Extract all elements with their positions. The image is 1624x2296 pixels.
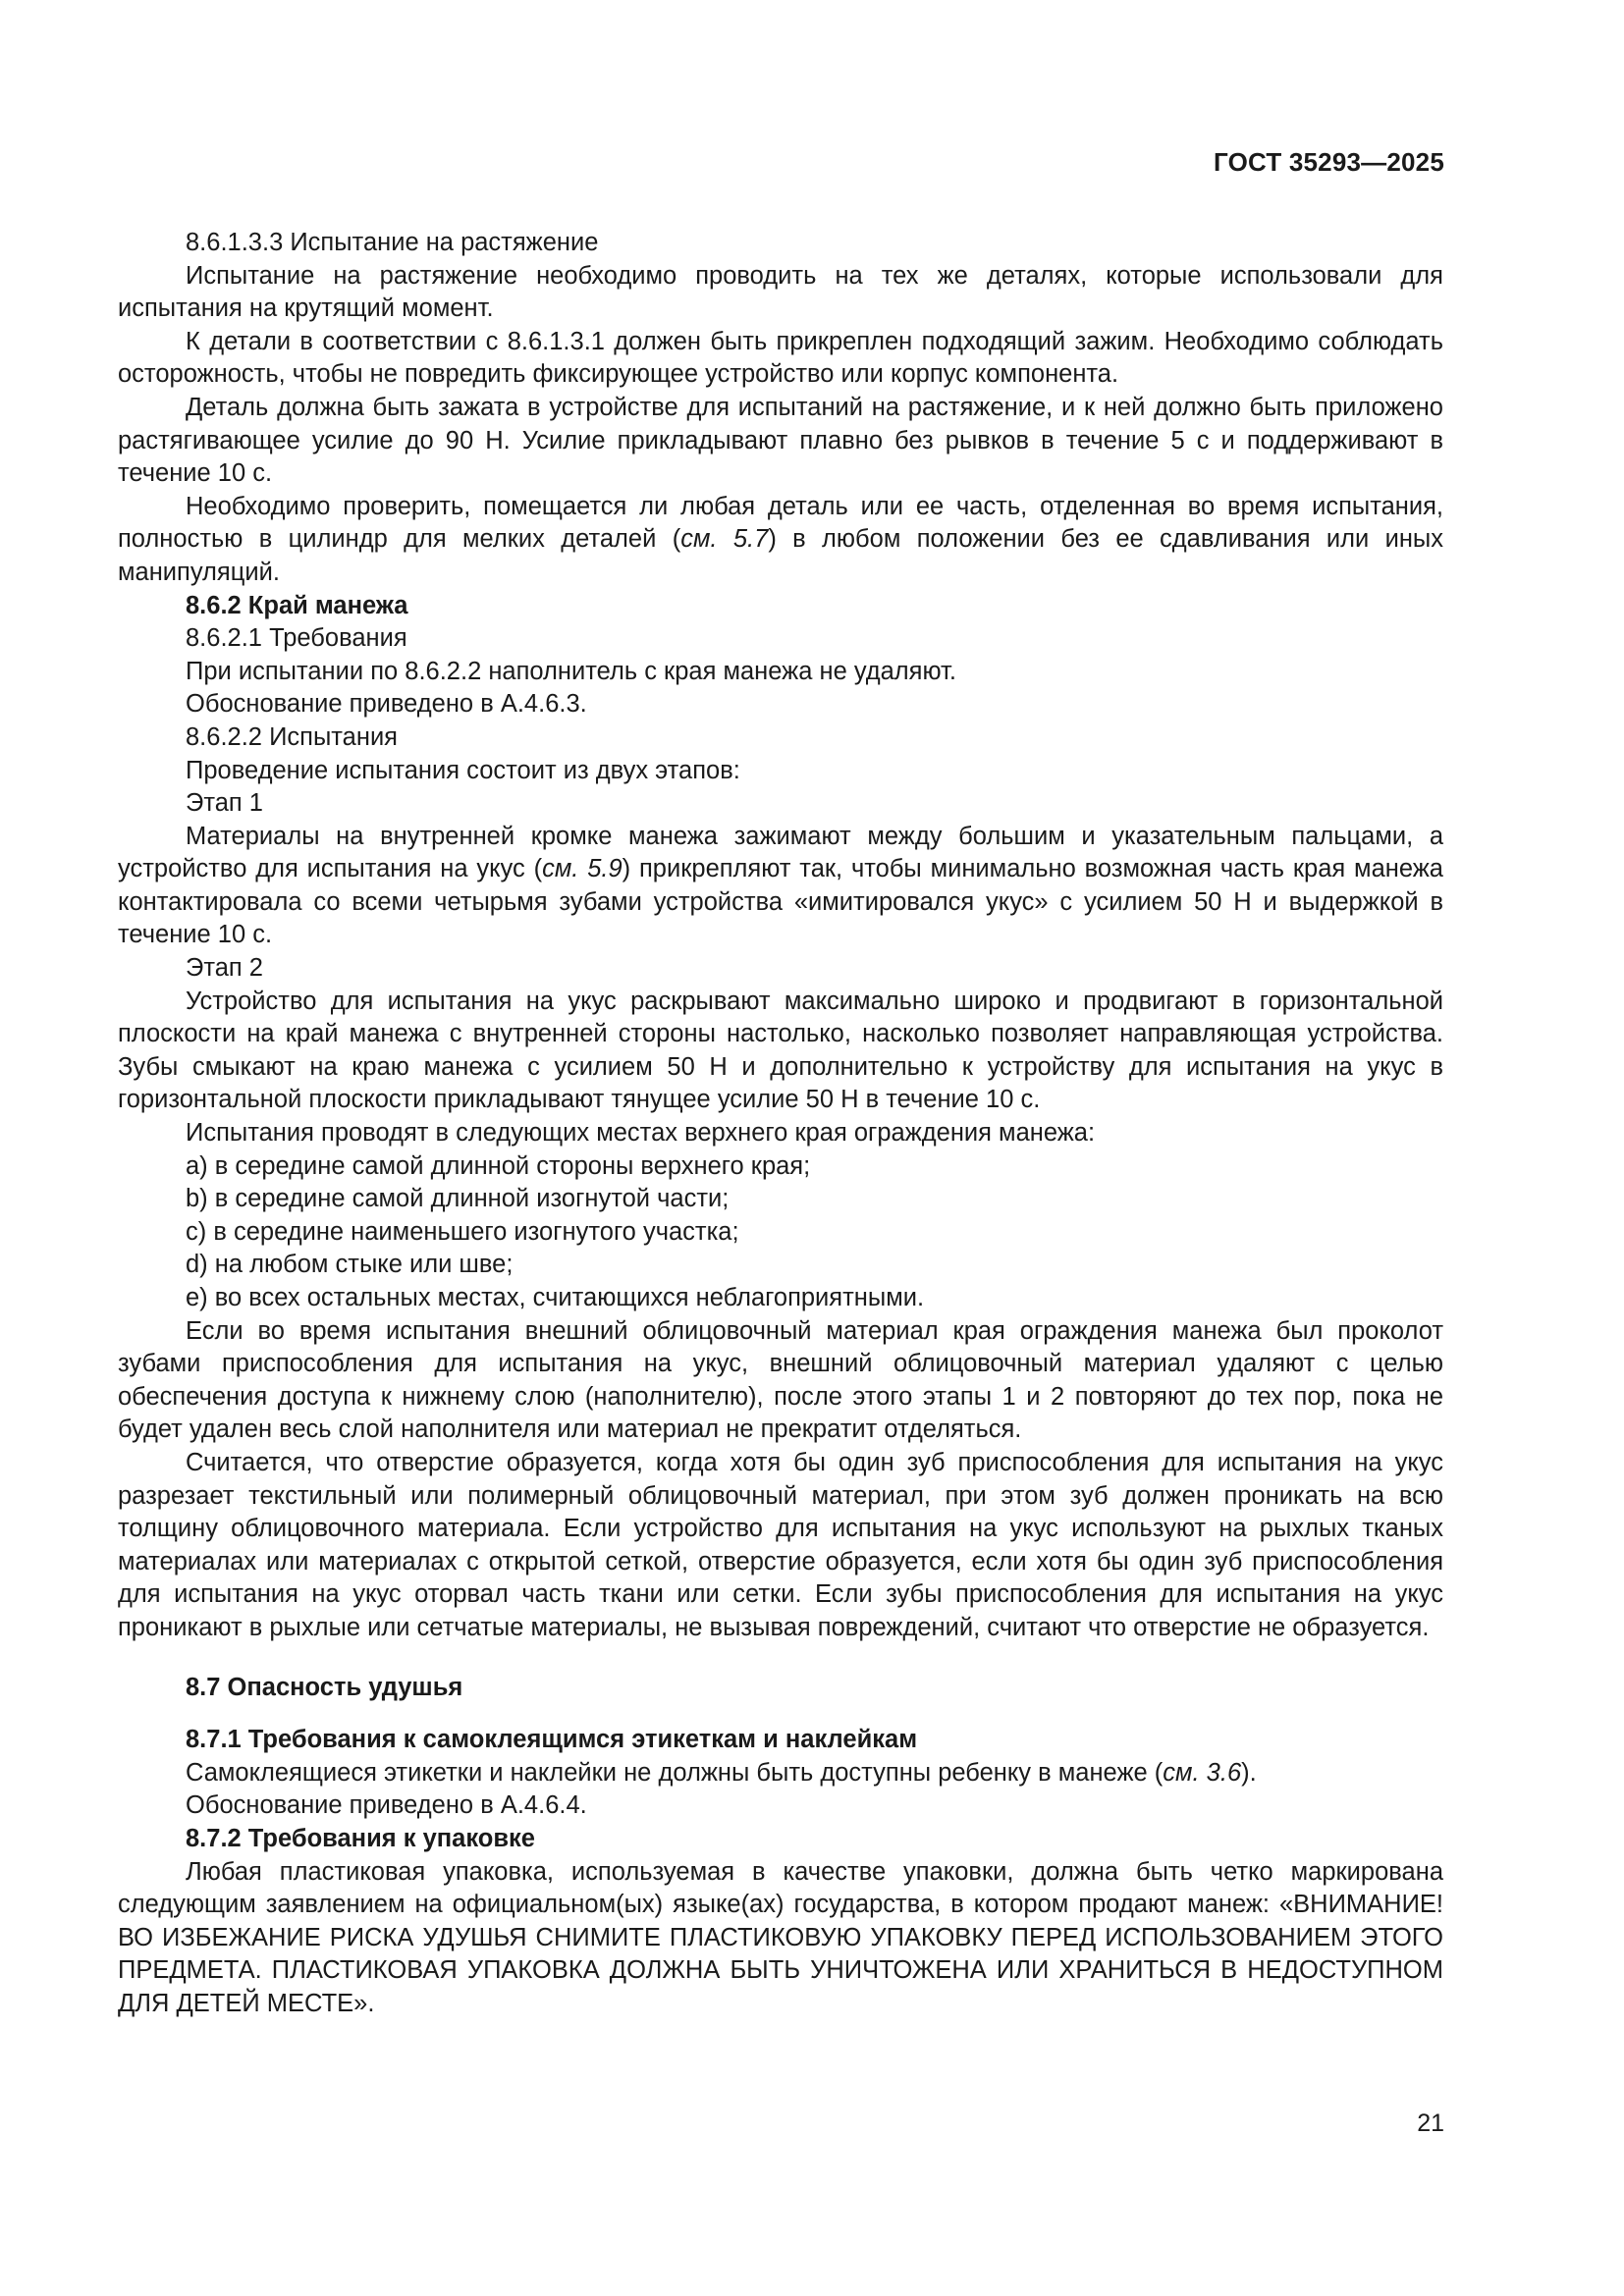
paragraph: Деталь должна быть зажата в устройстве для испытаний на растяжение, и к ней должно быть приложено растягивающее усилие до 90 Н. Усилие прикладывают плавно без рывков в течение 5 с и поддерживают в течение 10 с. [118,393,1443,488]
subsection-title-8-7-2: 8.7.2 Требования к упаковке [186,1824,535,1852]
paragraph-text: Необходимо проверить, помещается ли любая деталь или ее часть, отделенная во время испытания, полностью в цилиндр для мелких деталей ( [118,492,1443,554]
paragraph: Обоснование приведено в А.4.6.4. [186,1791,587,1820]
document-body [118,227,1443,2020]
subsection-title-8-6-2-2: 8.6.2.2 Испытания [186,722,398,751]
paragraph: Проведение испытания состоит из двух этапов: [186,756,740,784]
cross-reference: см. 5.9 [542,855,623,883]
paragraph: При испытании по 8.6.2.2 наполнитель с края манежа не удаляют. [186,657,956,685]
paragraph-text: Самоклеящиеся этикетки и наклейки не должны быть доступны ребенку в манеже ( [186,1758,1164,1787]
paragraph-text: ) в любом положении без ее сдавливания или иных манипуляций. [118,525,1443,586]
document-code-header: ГОСТ 35293—2025 [1214,147,1444,177]
paragraph: К детали в соответствии с 8.6.1.3.1 должен быть прикреплен подходящий зажим. Необходимо соблюдать осторожность, чтобы не повредить фиксирующее устройство или корпус компонента. [118,327,1443,389]
paragraph-text: ). [1241,1758,1257,1787]
list-item: d) на любом стыке или шве; [186,1251,514,1279]
paragraph-text: ) прикрепляют так, чтобы минимально возможная часть края манежа контактировала со всеми четырьмя зубами устройства «имитировался укус» с усилием 50 Н и выдержкой в течение 10 с. [118,855,1443,949]
stage-label: Этап 1 [186,789,263,818]
subsection-title-8-6-1-3-3: 8.6.1.3.3 Испытание на растяжение [186,229,599,256]
section-title-8-6-2: 8.6.2 Край манежа [186,591,408,619]
paragraph: Если во время испытания внешний облицовочный материал края ограждения манежа был проколот зубами приспособления для испытания на укус, внешний облицовочный материал удаляют с целью обеспечения доступа к нижнему слою (наполнителю), после этого этапы 1 и 2 повторяют до тех пор, пока не будет удален весь слой наполнителя или материал не прекратит отделяться. [118,1316,1443,1444]
paragraph: Считается, что отверстие образуется, когда хотя бы один зуб приспособления для испытания на укус разрезает текстильный или полимерный облицовочный материал, при этом зуб должен проникать на всю толщину облицовочного материала. Если устройство для испытания на укус используют на рыхлых тканых материалах или материалах с открытой сеткой, отверстие образуется, если хотя бы один зуб приспособления для испытания на укус оторвал часть ткани или сетки. Если зубы приспособления для испытания на укус проникают в рыхлые или сетчатые материалы, не вызывая повреждений, считают что отверстие не образуется. [118,1448,1443,1641]
list-item: a) в середине самой длинной стороны верхнего края; [186,1151,811,1180]
list-item: b) в середине самой длинной изогнутой части; [186,1185,730,1213]
cross-reference: см. 3.6 [1163,1758,1242,1787]
paragraph: Испытание на растяжение необходимо проводить на тех же деталях, которые использовали для испытания на крутящий момент. [118,261,1443,323]
test-locations-list [118,1150,1443,1315]
paragraph: Обоснование приведено в А.4.6.3. [186,690,587,719]
cross-reference: см. 5.7 [680,525,769,554]
paragraph [118,491,1443,590]
paragraph-text: Материалы на внутренней кромке манежа зажимают между большим и указательным пальцами, а устройство для испытания на укус ( [118,822,1443,883]
paragraph [118,1757,1443,1790]
section-title-8-7: 8.7 Опасность удушья [186,1673,463,1701]
paragraph [118,821,1443,952]
paragraph: Любая пластиковая упаковка, используемая в качестве упаковки, должна быть четко маркирована следующим заявлением на официальном(ых) языке(ах) государства, в котором продают манеж: «ВНИМАНИЕ! ВО ИЗБЕЖАНИЕ РИСКА УДУШЬЯ СНИМИТЕ ПЛАСТИКОВУЮ УПАКОВКУ ПЕРЕД ИСПОЛЬЗОВАНИЕМ ЭТОГО ПРЕДМЕТА. ПЛАСТИКОВАЯ УПАКОВКА ДОЛЖНА БЫТЬ УНИЧТОЖЕНА ИЛИ ХРАНИТЬСЯ В НЕДОСТУПНОМ ДЛЯ ДЕТЕЙ МЕСТЕ». [118,1857,1443,2017]
list-item: c) в середине наименьшего изогнутого участка; [186,1217,739,1246]
paragraph: Устройство для испытания на укус раскрывают максимально широко и продвигают в горизонтальной плоскости на край манежа с внутренней стороны настолько, насколько позволяет направляющая устройства. Зубы смыкают на краю манежа с усилием 50 Н и дополнительно к устройству для испытания на укус в горизонтальной плоскости прикладывают тянущее усилие 50 Н в течение 10 с. [118,987,1443,1114]
list-item: e) во всех остальных местах, считающихся неблагоприятными. [186,1284,925,1311]
stage-label: Этап 2 [186,954,263,983]
page-number: 21 [1417,2109,1444,2137]
subsection-title-8-6-2-1: 8.6.2.1 Требования [186,624,407,653]
paragraph: Испытания проводят в следующих местах верхнего края ограждения манежа: [186,1119,1096,1148]
subsection-title-8-7-1: 8.7.1 Требования к самоклеящимся этикеткам и наклейкам [186,1726,918,1754]
